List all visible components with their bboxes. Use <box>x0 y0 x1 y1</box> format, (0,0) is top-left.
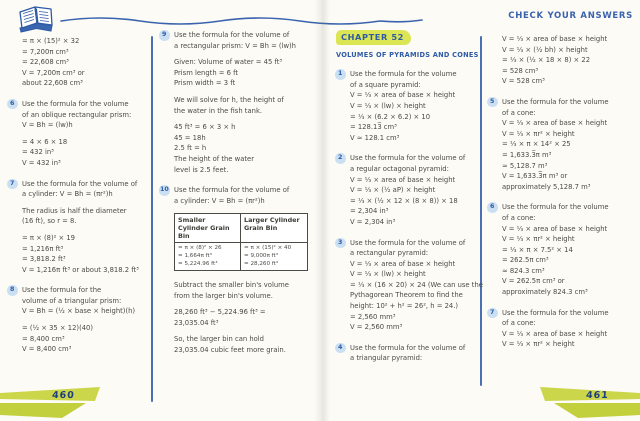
text-line: of a square pyramid: <box>350 80 421 89</box>
page-number-left: 460 <box>51 390 76 401</box>
answer-item-3 <box>338 238 483 333</box>
table-text-line: = 5,224.96 ft³ <box>178 260 218 267</box>
answer-item-2 <box>338 153 482 227</box>
text-line: V = 262.5π cm³ or <box>502 277 565 286</box>
right-page-column-1 <box>334 30 482 374</box>
item-number-badge: 4 <box>335 343 346 354</box>
answer-item-8 <box>10 285 152 355</box>
text-line: V = ⅓ × πr² × height <box>502 340 575 349</box>
text-line: the water in the fish tank. <box>174 106 263 115</box>
item-number-badge: 8 <box>7 285 18 296</box>
page-title: CHECK YOUR ANSWERS <box>508 11 633 21</box>
answer-item-9 <box>162 30 318 175</box>
item-number-badge: 9 <box>159 30 170 41</box>
table-text-line: = 9,000π ft³ <box>244 252 278 259</box>
text-line: V = ⅓ × area of base × height <box>502 119 608 128</box>
text-line: a cylinder: V = Bh = (πr²)h <box>174 196 265 205</box>
text-line: V = 7,200π cm³ or <box>22 68 85 77</box>
text-line: V = ⅓ × πr² × height <box>502 235 575 244</box>
chapter-subtitle: VOLUMES OF PYRAMIDS AND CONES <box>336 50 479 59</box>
text-line: V = ⅓ × (½ aP) × height <box>350 186 436 195</box>
text-line: 28,260 ft³ − 5,224.96 ft³ = <box>174 308 266 317</box>
text-line: V = ⅓ × area of base × height <box>502 224 608 233</box>
text-line: V = ⅓ × area of base × height <box>502 329 608 338</box>
table-text-line: = π × (8)² × 26 <box>178 245 222 252</box>
chapter-badge: CHAPTER 52 <box>336 30 411 45</box>
text-line: V = ⅓ × area of base × height <box>502 35 608 43</box>
answer-item-7 <box>490 308 638 350</box>
grain-bin-comparison-table <box>174 213 308 271</box>
answer-item-4 <box>338 343 482 364</box>
table-text-line: = π × (15)² × 40 <box>244 245 292 252</box>
text-line: = 7,200π cm³ <box>22 47 69 56</box>
text-line: V = 1,216π ft³ or about 3,818.2 ft³ <box>22 265 139 274</box>
text-line: Use the formula for the volume of <box>350 343 466 352</box>
text-line: = 528 cm³ <box>502 66 539 75</box>
table-header-cell: Larger Cylinder Grain Bin <box>241 214 307 243</box>
text-line: V = ⅓ × area of base × height <box>350 175 456 184</box>
text-line: a rectangular prism: V = Bh = (lw)h <box>174 41 296 50</box>
text-line: Use the formula for the volume of <box>350 238 466 247</box>
text-line: = π × (8)² × 19 <box>22 233 75 242</box>
right-page-number-swoosh <box>520 386 640 421</box>
item-number-badge: 7 <box>7 179 18 190</box>
text-line: of a cone: <box>502 319 536 328</box>
table-body-cell <box>241 243 307 270</box>
text-line: approximately 824.3 cm³ <box>502 288 588 297</box>
text-line: about 22,608 cm³ <box>22 79 83 88</box>
text-line: Use the formula for the volume of <box>174 186 290 195</box>
table-text-line: = 28,260 ft³ <box>244 260 279 267</box>
text-line: ≈ 5,128.7 m³ <box>502 161 548 170</box>
text-line: V = 432 in³ <box>22 158 61 167</box>
text-line: = 2,304 in³ <box>350 207 389 216</box>
text-line: a cylinder: V = Bh = (πr²)h <box>22 190 113 199</box>
text-line: = 1,633.3̅π m³ <box>502 150 552 159</box>
text-line: = 262.5π cm³ <box>502 256 549 265</box>
answer-continuation <box>502 34 638 87</box>
text-line: V = ⅓ × (lw) × height <box>350 270 426 279</box>
text-line: V = ⅓ × (½ bh) × height <box>502 45 588 54</box>
text-line: Subtract the smaller bin's volume <box>174 281 289 290</box>
text-line: Prism width = 3 ft <box>174 79 236 88</box>
text-line: V = ⅓ × area of base × height <box>350 91 456 100</box>
text-line: Pythagorean Theorem to find the <box>350 291 463 300</box>
item-number-badge: 1 <box>335 69 346 80</box>
text-line: Use the formula for the volume <box>502 203 609 212</box>
item-number-badge: 6 <box>7 99 18 110</box>
text-line: Prism length = 6 ft <box>174 68 239 77</box>
item-number-badge: 5 <box>487 97 498 108</box>
text-line: = ⅓ × (6.2 × 6.2) × 10 <box>350 112 431 121</box>
answer-item-7 <box>10 179 152 276</box>
text-line: a regular octagonal pyramid: <box>350 164 449 173</box>
item-number-badge: 10 <box>159 185 170 196</box>
text-line: Use the formula for the volume <box>502 308 609 317</box>
text-line: Use the formula for the volume <box>350 70 457 79</box>
text-line: of a cone: <box>502 108 536 117</box>
text-line: V = 1,633.3̅π m³ or <box>502 172 568 181</box>
table-header-cell: Smaller Cylinder Grain Bin <box>175 214 241 243</box>
text-line: Use the formula for the volume <box>22 99 129 108</box>
text-line: V = Bh = (lw)h <box>22 121 73 130</box>
text-line: V = ⅓ × area of base × height <box>350 259 456 268</box>
text-line: height: 10² + h² = 26², h = 24.) <box>350 302 459 311</box>
text-line: = ⅓ × π × 14² × 25 <box>502 140 571 149</box>
text-line: V = Bh = (½ × base × height)(h) <box>22 307 136 316</box>
header-wavy-line <box>60 11 424 30</box>
chapter-heading <box>336 30 482 60</box>
answer-continuation <box>22 36 152 89</box>
text-line: = 128.13̅ cm³ <box>350 123 397 132</box>
item-number-badge: 6 <box>487 202 498 213</box>
text-line: V = ⅓ × πr² × height <box>502 129 575 138</box>
text-line: 45 ft³ = 6 × 3 × h <box>174 123 236 132</box>
right-page-column-2 <box>486 34 638 360</box>
item-number-badge: 7 <box>487 308 498 319</box>
text-line: = ⅓ × π × 7.5² × 14 <box>502 245 573 254</box>
text-line: from the larger bin's volume. <box>174 291 273 300</box>
text-line: of an oblique rectangular prism: <box>22 110 132 119</box>
text-line: = 8,400 cm³ <box>22 334 65 343</box>
table-body-cell <box>175 243 241 270</box>
answer-item-5 <box>490 97 638 192</box>
text-line: = ⅓ × (16 × 20) × 24 (We can use the <box>350 280 483 289</box>
text-line: Use the formula for the volume of <box>174 31 290 39</box>
text-line: Use the formula for the volume <box>502 97 609 106</box>
answer-item-6 <box>490 202 638 297</box>
table-text-line: = 1,664π ft³ <box>178 252 212 259</box>
answer-item-1 <box>338 69 482 143</box>
text-line: V ≈ 128.1 cm³ <box>350 133 400 142</box>
text-line: 45 = 18h <box>174 133 206 142</box>
answer-item-10 <box>160 185 318 356</box>
left-page-column-1 <box>6 36 152 365</box>
text-line: 23,035.04 ft³ <box>174 318 219 327</box>
left-page-column-2 <box>158 30 318 366</box>
text-line: = ⅓ × (½ × 18 × 8) × 22 <box>502 56 591 65</box>
item-number-badge: 3 <box>335 238 346 249</box>
text-line: V = 528 cm³ <box>502 77 545 86</box>
text-line: a triangular pyramid: <box>350 354 423 363</box>
text-line: 23,035.04 cubic feet more grain. <box>174 346 286 355</box>
text-line: = ⅓ × (½ × 12 × (8 × 8)) × 18 <box>350 196 458 205</box>
text-line: Use the formula for the volume of <box>350 154 466 163</box>
text-line: approximately 5,128.7 m³ <box>502 182 591 191</box>
text-line: = 3,818.2 ft³ <box>22 255 66 264</box>
item-number-badge: 2 <box>335 153 346 164</box>
text-line: = 22,608 cm³ <box>22 58 69 67</box>
text-line: = 432 in³ <box>22 148 54 157</box>
text-line: Use the formula for the <box>22 286 102 295</box>
text-line: V = 2,560 mm³ <box>350 323 403 332</box>
text-line: V = 8,400 cm³ <box>22 345 72 354</box>
text-line: ≈ 824.3 cm³ <box>502 266 545 275</box>
text-line: Use the formula for the volume of <box>22 179 138 188</box>
text-line: level is 2.5 feet. <box>174 165 229 174</box>
text-line: V = 2,304 in³ <box>350 217 396 226</box>
text-line: 2.5 ft = h <box>174 144 207 153</box>
text-line: of a cone: <box>502 213 536 222</box>
text-line: The radius is half the diameter <box>22 206 127 215</box>
text-line: V = ⅓ × (lw) × height <box>350 101 426 110</box>
answer-item-6 <box>10 99 152 169</box>
text-line: = π × (15)² × 32 <box>22 37 80 45</box>
text-line: = 4 × 6 × 18 <box>22 137 68 146</box>
text-line: volume of a triangular prism: <box>22 296 122 305</box>
text-line: = (½ × 35 × 12)(40) <box>22 324 94 333</box>
text-line: = 1,216π ft³ <box>22 244 64 253</box>
page-number-right: 461 <box>585 390 610 401</box>
text-line: = 2,560 mm³ <box>350 312 396 321</box>
text-line: We will solve for h, the height of <box>174 95 284 104</box>
text-line: The height of the water <box>174 154 255 163</box>
text-line: a rectangular pyramid: <box>350 249 429 258</box>
text-line: So, the larger bin can hold <box>174 335 264 344</box>
text-line: Given: Volume of water = 45 ft³ <box>174 58 283 67</box>
open-book-icon <box>14 2 60 40</box>
text-line: (16 ft), so r = 8. <box>22 217 77 226</box>
